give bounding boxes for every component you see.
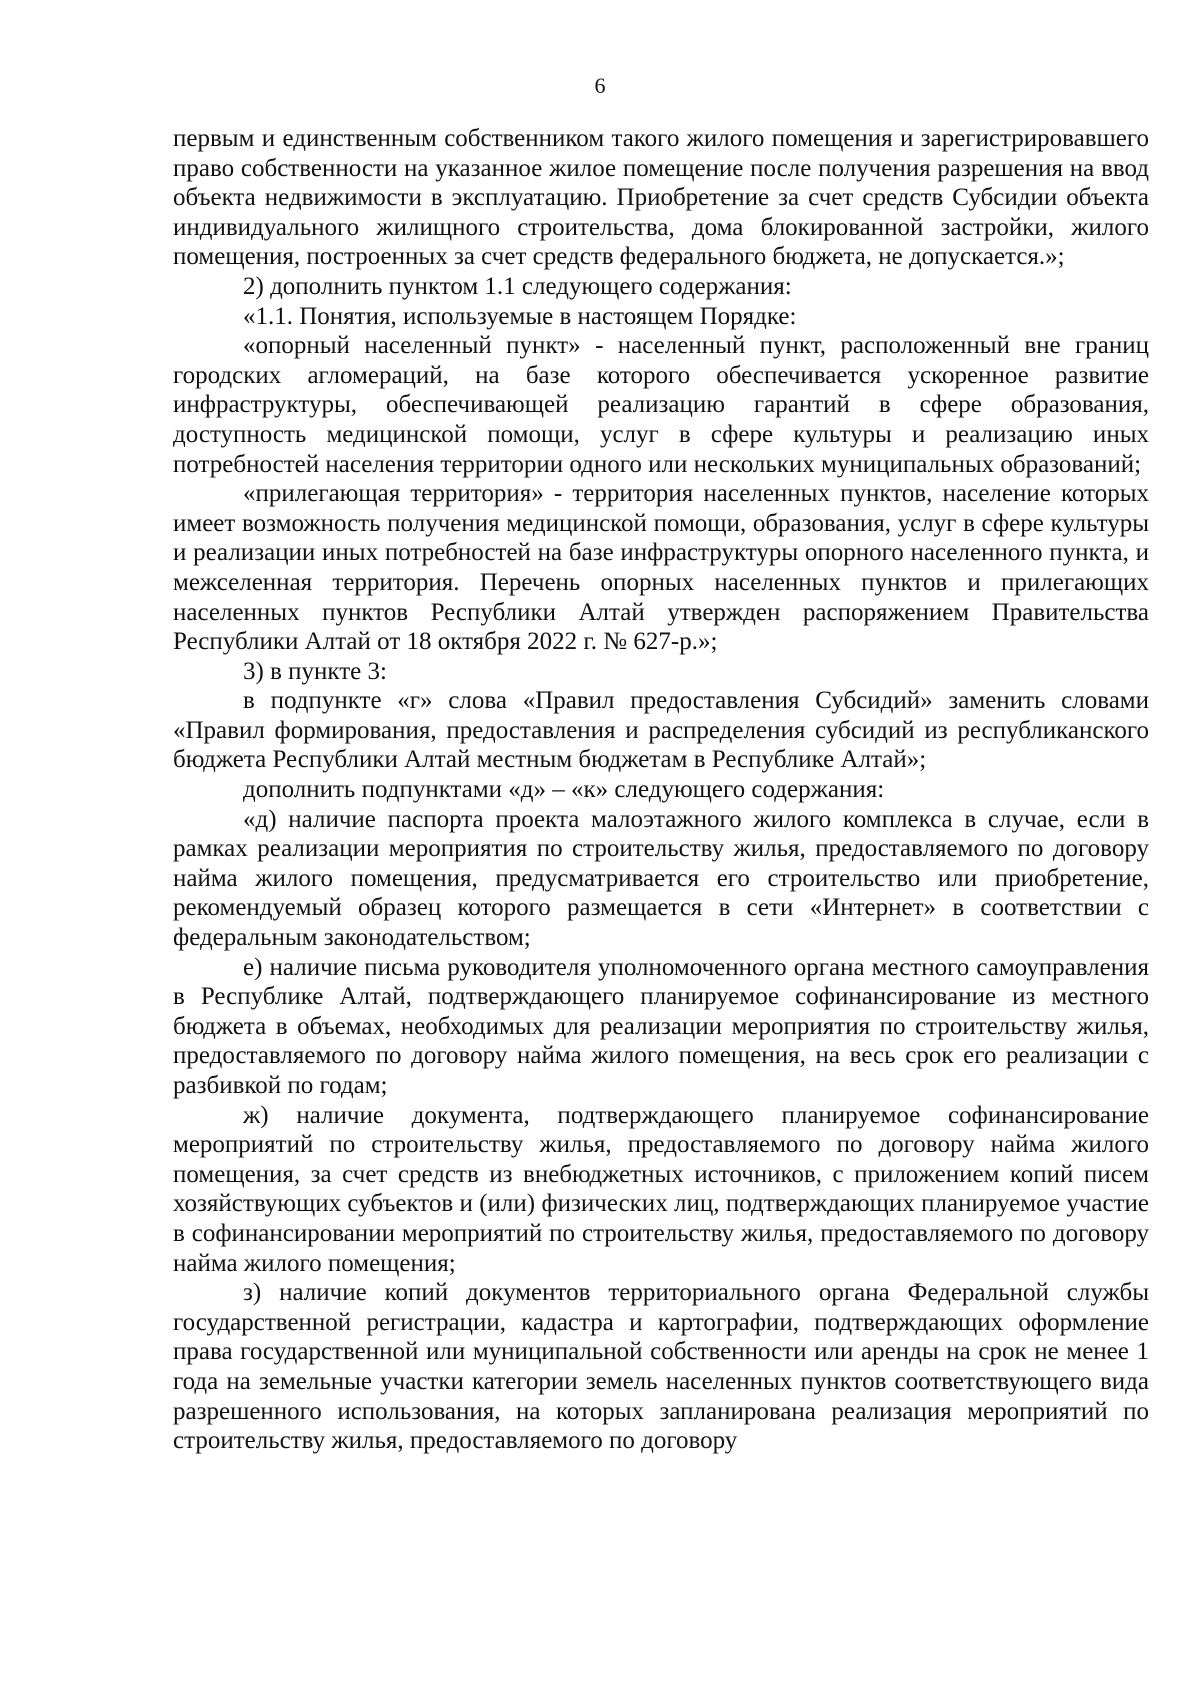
paragraph-subitem-e: е) наличие письма руководителя уполномоченного органа местного самоуправления в Республике Алтай, подтверждающего планируемое софинансирование из местного бюджета в объемах, необходимых для реализации мероприятия по строительству жилья, предоставляемого по договору найма жилого помещения, на весь срок его реализации с разбивкой по годам; bbox=[173, 953, 1149, 1099]
paragraph-section-1-1: «1.1. Понятия, используемые в настоящем Порядке: bbox=[243, 302, 797, 330]
paragraph-continuation: первым и единственным собственником такого жилого помещения и зарегистрировавшего право собственности на указанное жилое помещение после получения разрешения на ввод объекта недвижимости в эксплуатацию. Приобретение за счет средств Субсидии объекта индивидуального жилищного строительства, дома блокированной застройки, жилого помещения, построенных за счет средств федерального бюджета, не допускается.»; bbox=[173, 125, 1149, 271]
paragraph-item-3: 3) в пункте 3: bbox=[243, 657, 387, 685]
paragraph-definition-adjacent-territory: «прилегающая территория» - территория населенных пунктов, население которых имеет возможность получения медицинской помощи, образования, услуг в сфере культуры и реализации иных потребностей на базе инфраструктуры опорного населенного пункта, и межселенная территория. Перечень опорных населенных пунктов и прилегающих населенных пунктов Республики Алтай утвержден распоряжением Правительства Республики Алтай от 18 октября 2022 г. № 627-р.»; bbox=[173, 480, 1149, 656]
page-number: 6 bbox=[594, 73, 606, 98]
document-body bbox=[173, 124, 1149, 1456]
paragraph-add-subitems: дополнить подпунктами «д» – «к» следующего содержания: bbox=[243, 776, 885, 804]
paragraph-subitem-z: з) наличие копий документов территориального органа Федеральной службы государственной регистрации, кадастра и картографии, подтверждающих оформление права государственной или муниципальной собственности или аренды на срок не менее 1 года на земельные участки категории земель населенных пунктов соответствующего вида разрешенного использования, на которых запланирована реализация мероприятий по строительству жилья, предоставляемого по договору bbox=[173, 1279, 1149, 1455]
paragraph-item-2: 2) дополнить пунктом 1.1 следующего содержания: bbox=[243, 272, 792, 300]
paragraph-subitem-g: в подпункте «г» слова «Правил предоставления Субсидий» заменить словами «Правил формирования, предоставления и распределения субсидий из республиканского бюджета Республики Алтай местным бюджетам в Республике Алтай»; bbox=[173, 687, 1149, 774]
paragraph-definition-supporting-settlement: «опорный населенный пункт» - населенный пункт, расположенный вне границ городских агломераций, на базе которого обеспечивается ускоренное развитие инфраструктуры, обеспечивающей реализацию гарантий в сфере образования, доступность медицинской помощи, услуг в сфере культуры и реализацию иных потребностей населения территории одного или нескольких муниципальных образований; bbox=[173, 332, 1149, 478]
paragraph-subitem-d: «д) наличие паспорта проекта малоэтажного жилого комплекса в случае, если в рамках реализации мероприятия по строительству жилья, предоставляемого по договору найма жилого помещения, предусматривается его строительство или приобретение, рекомендуемый образец которого размещается в сети «Интернет» в соответствии с федеральным законодательством; bbox=[173, 805, 1149, 952]
paragraph-subitem-zh: ж) наличие документа, подтверждающего планируемое софинансирование мероприятий по строительству жилья, предоставляемого по договору найма жилого помещения, за счет средств из внебюджетных источников, с приложением копий писем хозяйствующих субъектов и (или) физических лиц, подтверждающих планируемое участие в софинансировании мероприятий по строительству жилья, предоставляемого по договору найма жилого помещения; bbox=[173, 1101, 1149, 1277]
